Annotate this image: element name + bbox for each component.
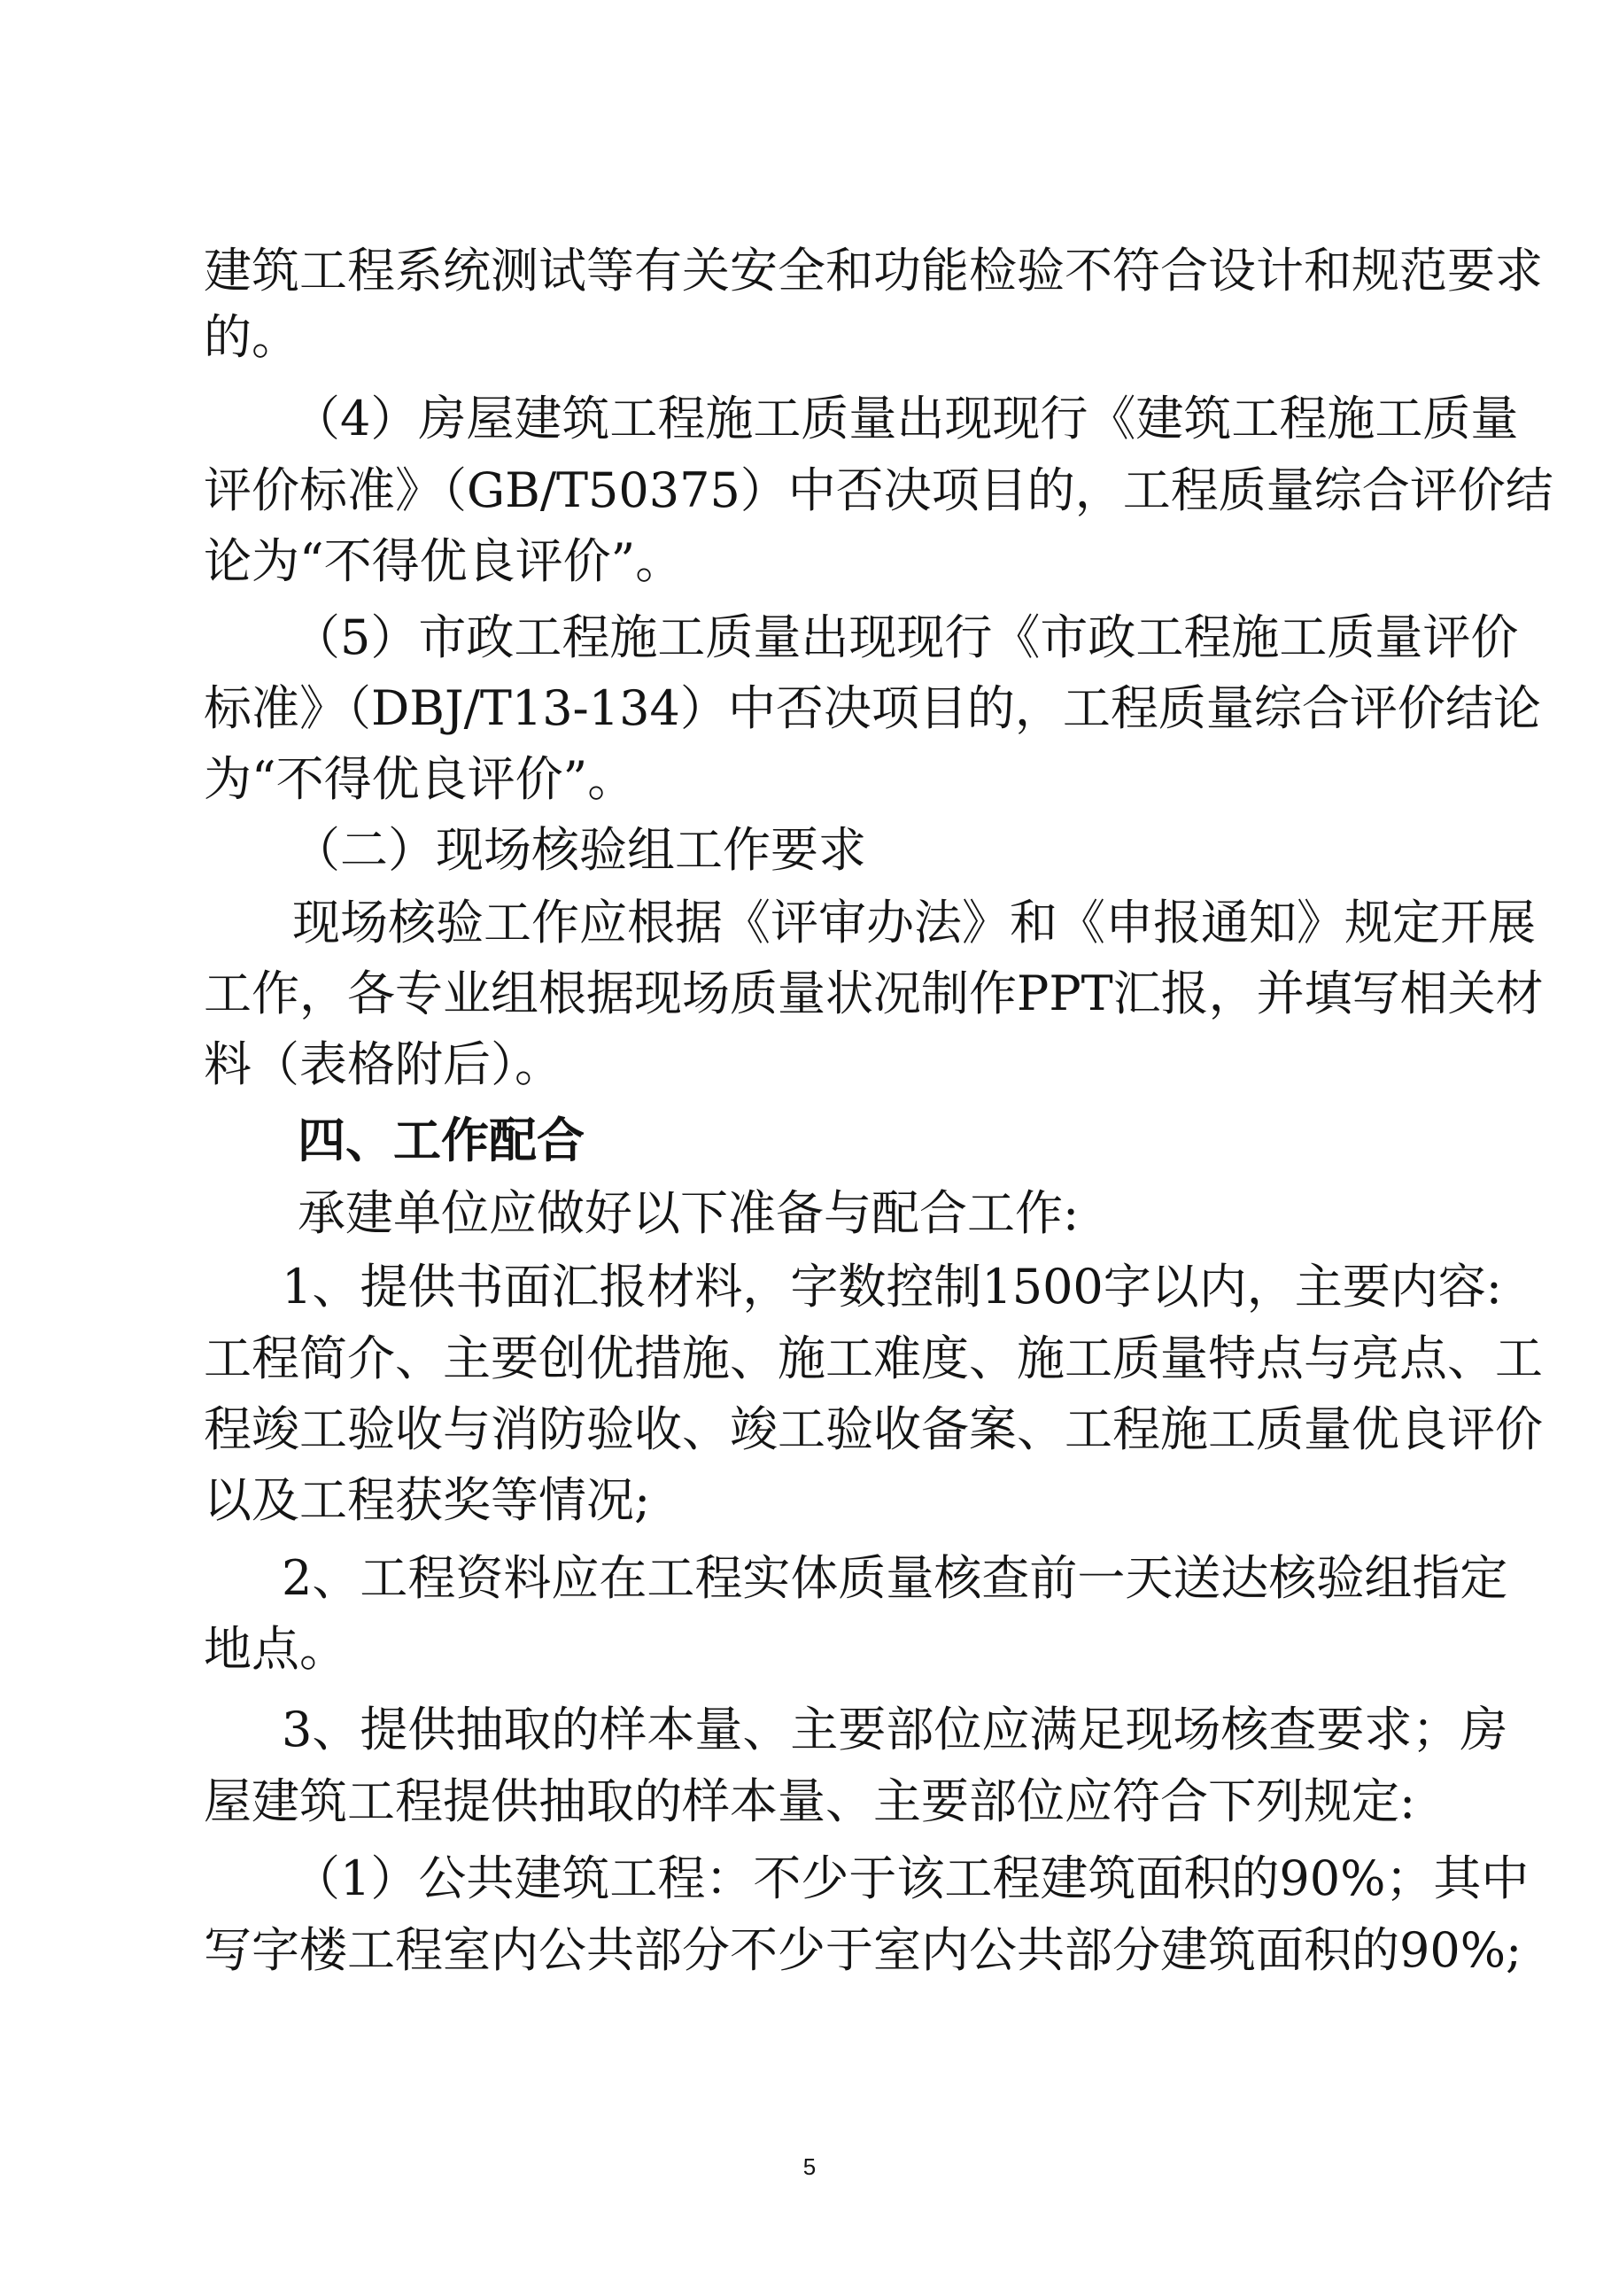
- text-line: 屋建筑工程提供抽取的样本量、主要部位应符合下列规定:: [204, 1773, 1416, 1829]
- text-line: 以及工程获奖等情况;: [204, 1472, 651, 1528]
- text-line: （1）公共建筑工程：不少于该工程建筑面积的90%；其中: [292, 1850, 1530, 1906]
- text-line: （4）房屋建筑工程施工质量出现现行《建筑工程施工质量: [292, 391, 1519, 446]
- text-line: 3、提供抽取的样本量、主要部位应满足现场核查要求；房: [282, 1702, 1508, 1757]
- text-line: 标准》（DBJ/T13-134）中否决项目的，工程质量综合评价结论: [204, 680, 1541, 736]
- text-line: 建筑工程系统测试等有关安全和功能检验不符合设计和规范要求: [204, 243, 1543, 299]
- text-line: 评价标准》（GB/T50375）中否决项目的，工程质量综合评价结: [204, 462, 1553, 518]
- text-line: 写字楼工程室内公共部分不少于室内公共部分建筑面积的90%;: [204, 1922, 1522, 1978]
- text-line: （5）市政工程施工质量出现现行《市政工程施工质量评价: [292, 609, 1519, 665]
- text-line: 为“不得优良评价”。: [204, 751, 636, 807]
- text-line: 的。: [204, 309, 299, 365]
- text-line: 2、工程资料应在工程实体质量核查前一天送达核验组指定: [282, 1550, 1508, 1606]
- text-line: 现场核验工作应根据《评审办法》和《申报通知》规定开展: [292, 895, 1536, 950]
- section-heading: 四、工作配合: [298, 1112, 585, 1168]
- text-line: 程竣工验收与消防验收、竣工验收备案、工程施工质量优良评价: [204, 1401, 1543, 1457]
- text-line: 工作，各专业组根据现场质量状况制作PPT汇报，并填写相关材: [204, 966, 1544, 1021]
- text-line: 地点。: [204, 1621, 347, 1677]
- text-line: 1、提供书面汇报材料，字数控制1500字以内，主要内容:: [282, 1259, 1502, 1315]
- text-line: 工程简介、主要创优措施、施工难度、施工质量特点与亮点、工: [204, 1330, 1543, 1386]
- section-heading: （二）现场核验组工作要求: [292, 822, 866, 878]
- text-line: 承建单位应做好以下准备与配合工作:: [298, 1185, 1080, 1241]
- page-number: 5: [802, 2153, 817, 2180]
- text-line: 料（表格附后）。: [204, 1036, 562, 1092]
- text-line: 论为“不得优良评价”。: [204, 533, 684, 589]
